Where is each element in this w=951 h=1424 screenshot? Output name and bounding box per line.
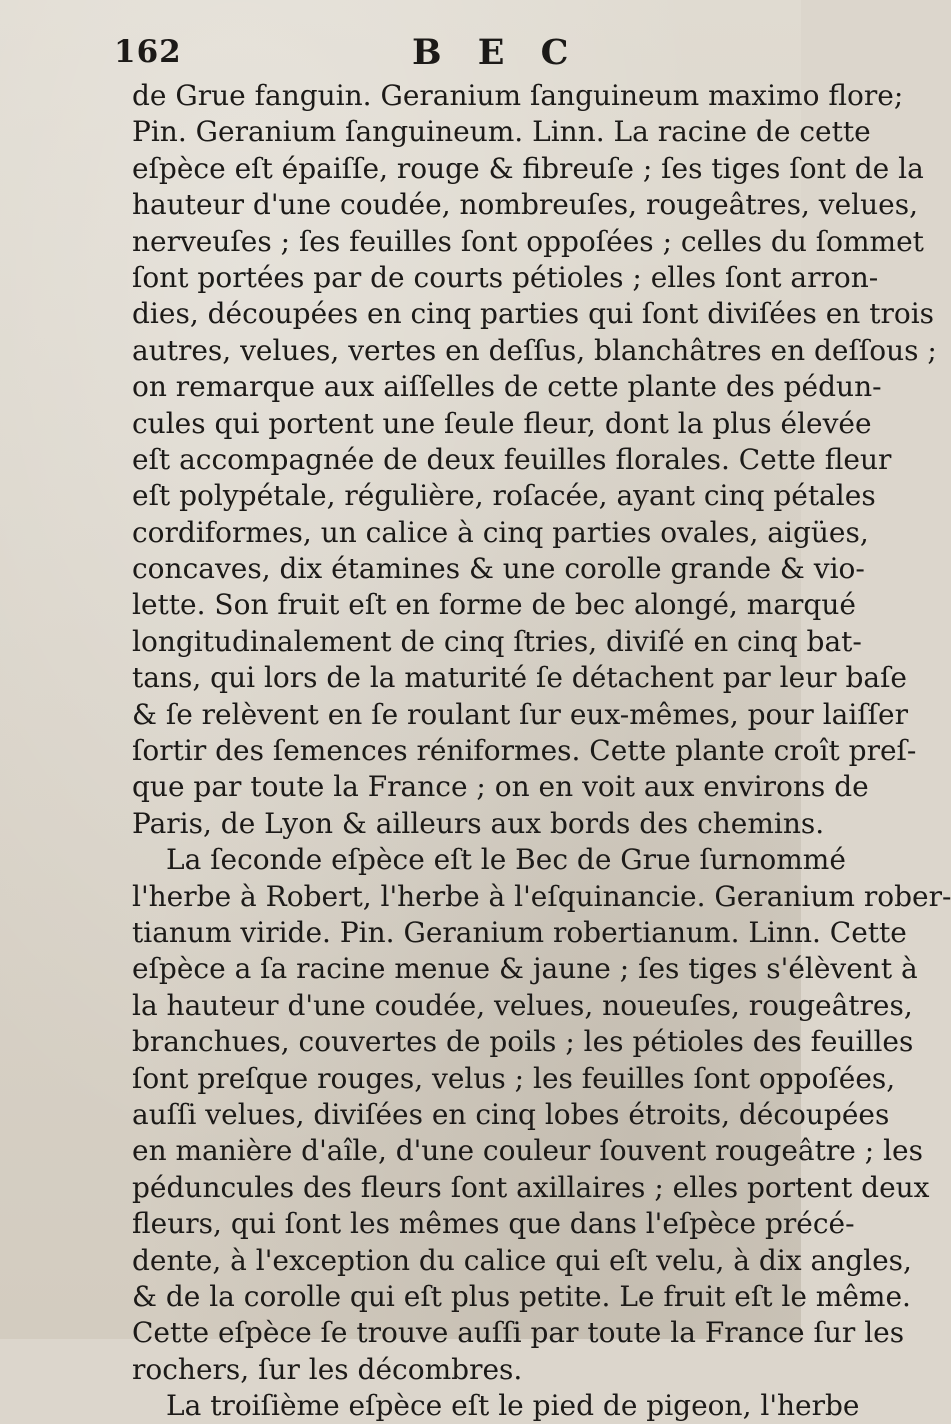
running-head: B E C <box>412 32 581 73</box>
text-line: fleurs, qui ſont les mêmes que dans l'eſpèce précé- <box>132 1207 855 1241</box>
text-line: la hauteur d'une coudée, velues, noueuſes, rougeâtres, <box>132 988 913 1022</box>
paragraph-start-line: La troiſième eſpèce eſt le pied de pigeon, l'herbe <box>166 1389 860 1423</box>
page-number: 162 <box>114 34 182 70</box>
text-line: branchues, couvertes de poils ; les pétioles des feuilles <box>132 1025 914 1059</box>
text-line: & ſe relèvent en ſe roulant ſur eux-mêmes, pour laiſſer <box>132 697 909 731</box>
paragraph-end-line: Paris, de Lyon & ailleurs aux bords des chemins. <box>132 806 825 840</box>
paragraph-end-line: rochers, ſur les décombres. <box>132 1352 523 1386</box>
text-line: cules qui portent une ſeule fleur, dont la plus élevée <box>132 406 872 440</box>
text-line: lette. Son fruit eſt en forme de bec alongé, marqué <box>132 588 856 622</box>
text-line: concaves, dix étamines & une corolle grande & vio- <box>132 552 865 586</box>
text-line: tans, qui lors de la maturité ſe détachent par leur baſe <box>132 661 908 695</box>
text-line: nerveuſes ; ſes feuilles ſont oppoſées ; celles du ſommet <box>132 224 924 258</box>
text-line: en manière d'aîle, d'une couleur ſouvent rougeâtre ; les <box>132 1134 923 1168</box>
text-line: eſt polypétale, régulière, roſacée, ayant cinq pétales <box>132 479 876 513</box>
text-line: dies, découpées en cinq parties qui ſont diviſées en trois <box>132 297 935 331</box>
text-line: Cette eſpèce ſe trouve auſſi par toute la France ſur les <box>132 1316 905 1350</box>
text-line: autres, velues, vertes en deſſus, blanchâtres en deſſous ; <box>132 333 937 367</box>
text-line: eſt accompagnée de deux feuilles florales. Cette fleur <box>132 442 892 476</box>
text-line: que par toute la France ; on en voit aux environs de <box>132 770 869 804</box>
body-text <box>132 78 951 1424</box>
paragraph-start-line: La ſeconde eſpèce eſt le Bec de Grue ſurnommé <box>166 843 846 877</box>
text-line: péduncules des fleurs ſont axillaires ; elles portent deux <box>132 1170 930 1204</box>
text-line: dente, à l'exception du calice qui eſt velu, à dix angles, <box>132 1243 912 1277</box>
text-line: l'herbe à Robert, l'herbe à l'eſquinancie. Geranium rober- <box>132 879 951 913</box>
text-line: on remarque aux aiſſelles de cette plante des pédun- <box>132 370 882 404</box>
text-line: de Grue fanguin. Geranium ſanguineum maximo flore; <box>132 79 904 112</box>
text-line: eſpèce eſt épaiſſe, rouge & fibreuſe ; ſes tiges ſont de la <box>132 151 924 185</box>
text-line: ſortir des ſemences réniformes. Cette plante croît preſ- <box>132 734 917 768</box>
text-line: ſont preſque rouges, velus ; les feuilles ſont oppoſées, <box>132 1061 896 1095</box>
text-line: longitudinalement de cinq ſtries, diviſé en cinq bat- <box>132 624 862 658</box>
page-header <box>114 34 734 74</box>
text-line: ſont portées par de courts pétioles ; elles ſont arron- <box>132 260 879 294</box>
text-line: cordiformes, un calice à cinq parties ovales, aigües, <box>132 515 869 549</box>
text-line: tianum viride. Pin. Geranium robertianum. Linn. Cette <box>132 915 907 949</box>
text-line: eſpèce a ſa racine menue & jaune ; ſes tiges s'élèvent à <box>132 952 918 986</box>
text-line: auſſi velues, diviſées en cinq lobes étroits, découpées <box>132 1097 890 1131</box>
text-line: & de la corolle qui eſt plus petite. Le fruit eſt le même. <box>132 1279 911 1313</box>
text-line: hauteur d'une coudée, nombreuſes, rougeâtres, velues, <box>132 188 919 222</box>
text-line: Pin. Geranium ſanguineum. Linn. La racine de cette <box>132 115 871 149</box>
